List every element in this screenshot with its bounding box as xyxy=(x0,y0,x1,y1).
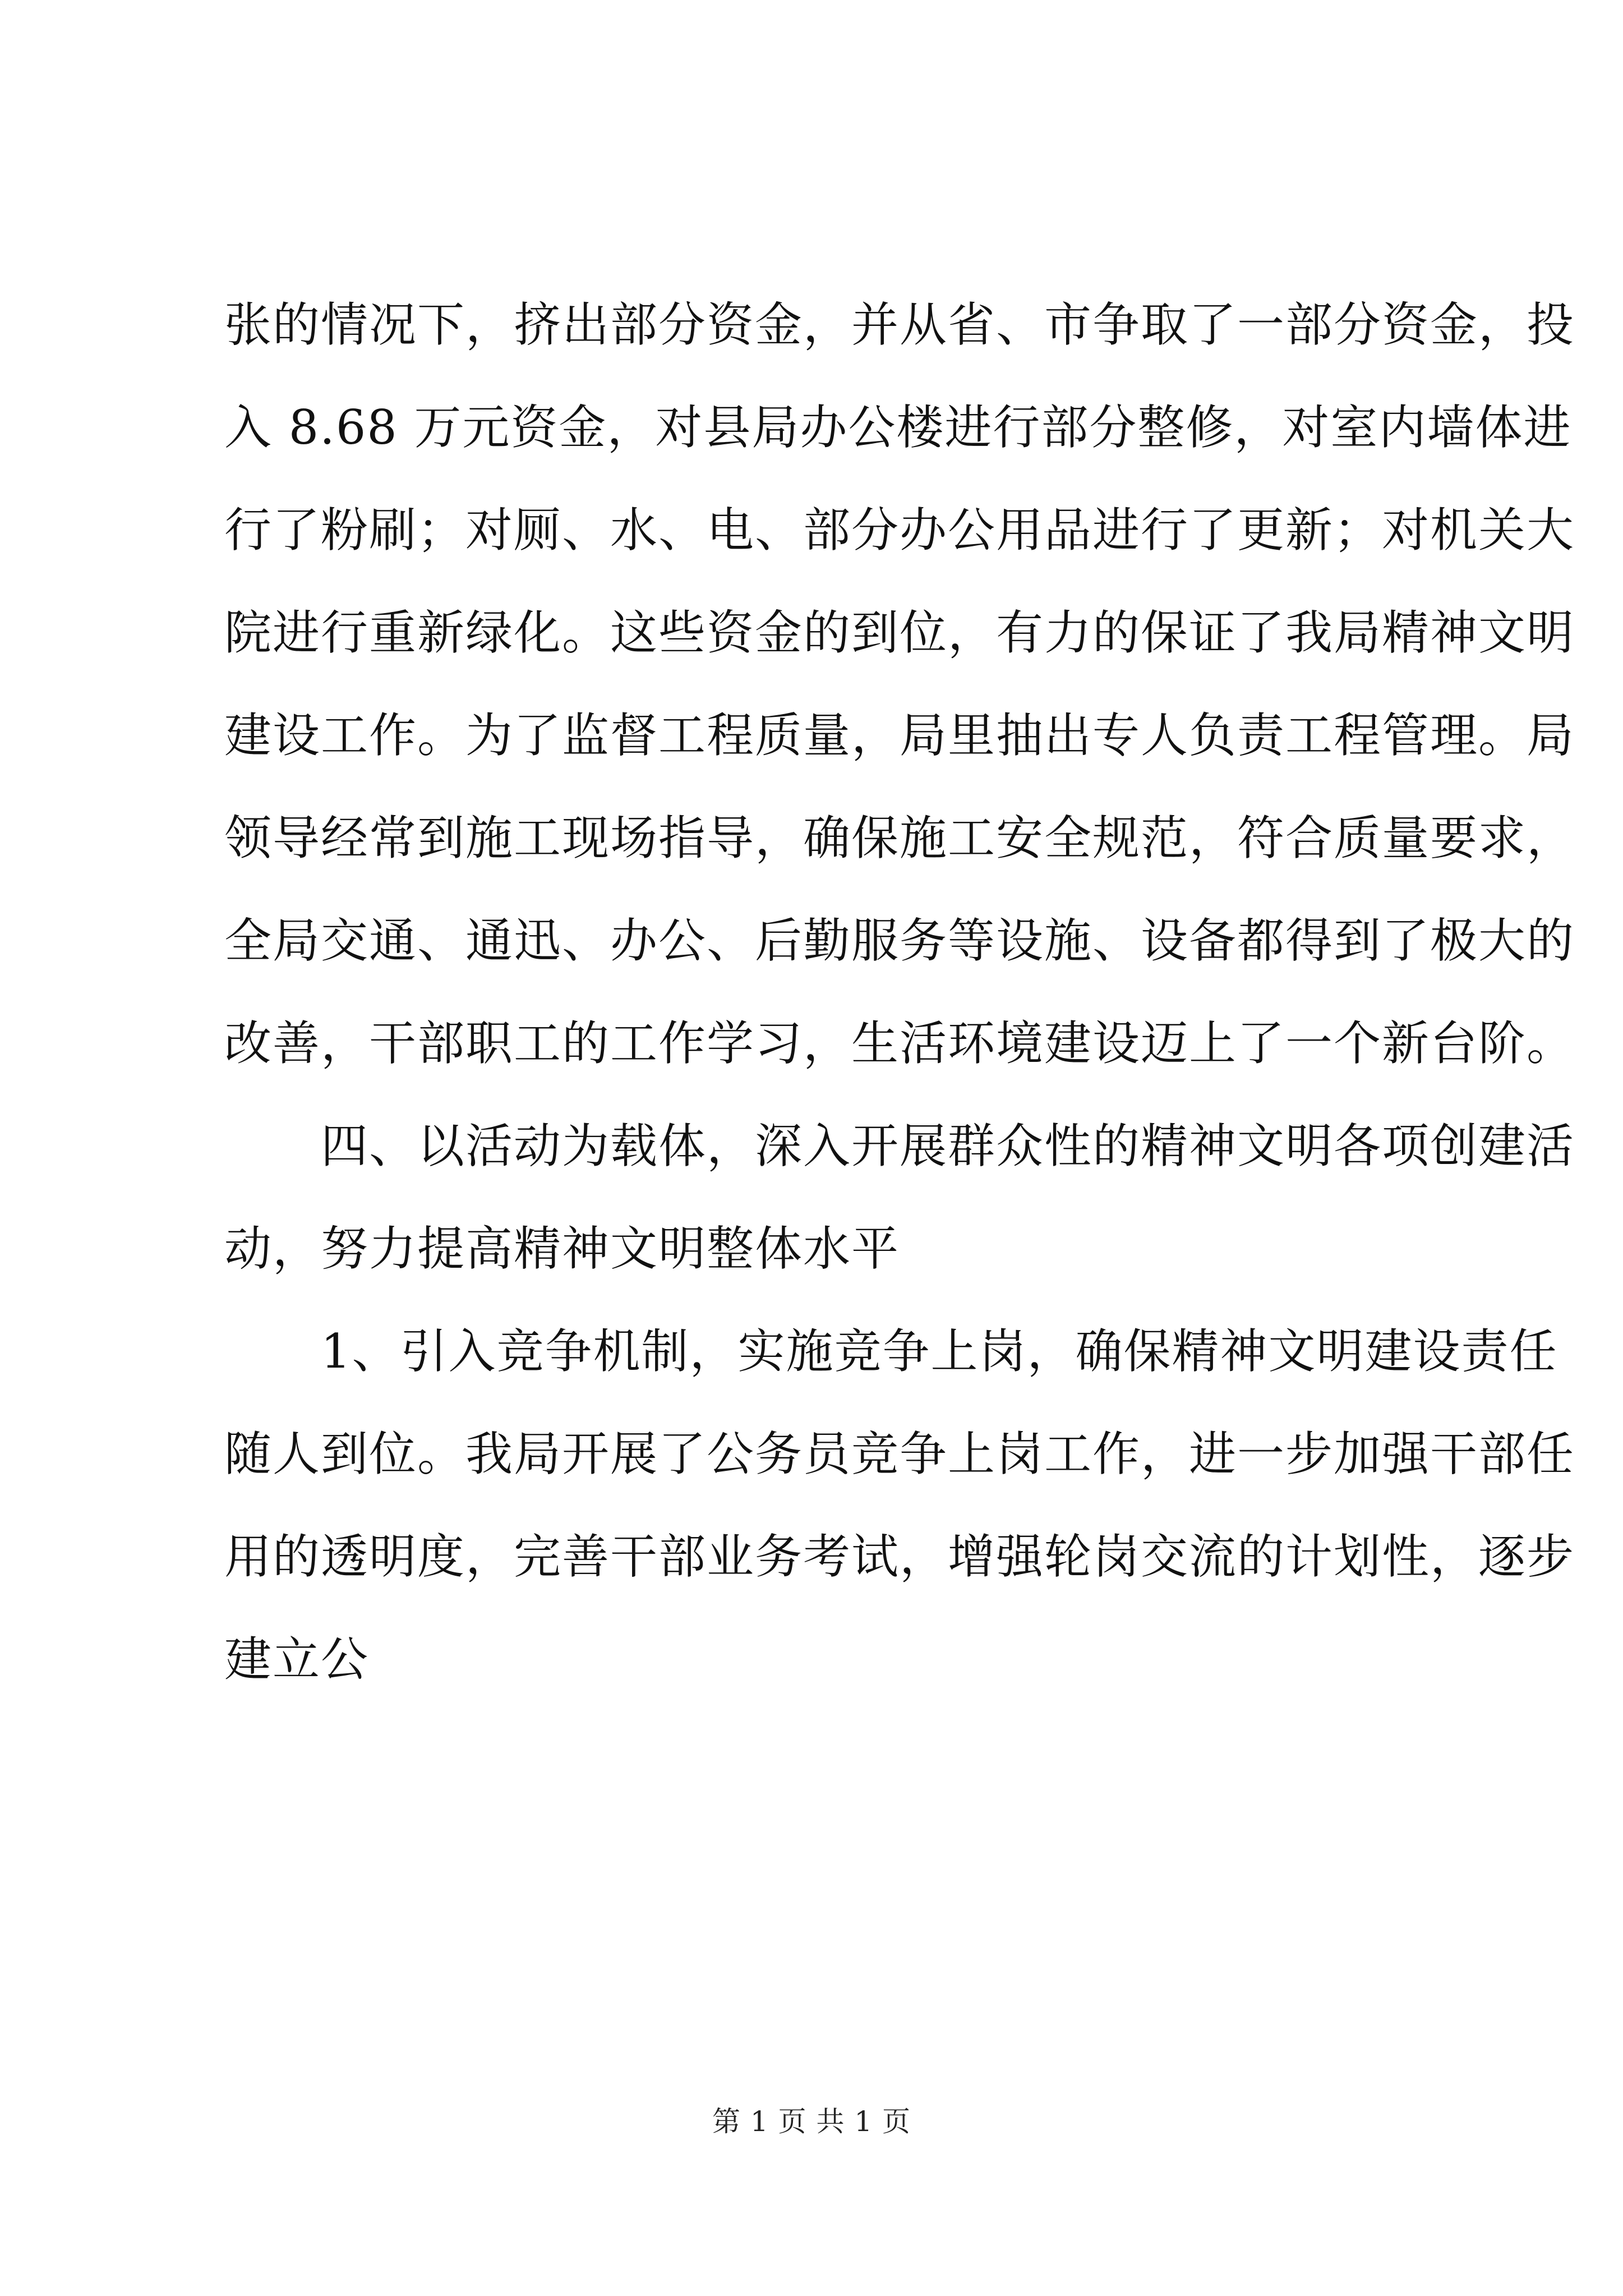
page-number-label: 第 1 页 共 1 页 xyxy=(712,2105,911,2138)
section-heading-line-2: 动，努力提高精神文明整体水平 xyxy=(224,1221,900,1276)
paragraph-1-line-7: 全局交通、通迅、办公、后勤服务等设施、设备都得到了极大的 xyxy=(224,913,1575,968)
paragraph-3-line-1: 1、引入竞争机制，实施竞争上岗，确保精神文明建设责任 xyxy=(321,1324,1558,1379)
body-text xyxy=(224,274,1575,1711)
paragraph-1-line-2: 入 8.68 万元资金，对县局办公楼进行部分整修，对室内墙体进 xyxy=(224,400,1572,455)
paragraph-3-line-2: 随人到位。我局开展了公务员竞争上岗工作，进一步加强干部任 xyxy=(224,1427,1575,1481)
paragraph-3-line-4: 建立公 xyxy=(224,1632,370,1687)
paragraph-1-line-3: 行了粉刷；对厕、水、电、部分办公用品进行了更新；对机关大 xyxy=(224,503,1575,558)
paragraph-3-line-3: 用的透明度，完善干部业务考试，增强轮岗交流的计划性，逐步 xyxy=(224,1529,1575,1584)
paragraph-1-line-5: 建设工作。为了监督工程质量，局里抽出专人负责工程管理。局 xyxy=(224,708,1575,763)
paragraph-1-line-6: 领导经常到施工现场指导，确保施工安全规范，符合质量要求， xyxy=(224,811,1575,866)
paragraph-1-line-4: 院进行重新绿化。这些资金的到位，有力的保证了我局精神文明 xyxy=(224,605,1575,660)
page-footer xyxy=(0,2099,1623,2144)
paragraph-1-line-1: 张的情况下，挤出部分资金，并从省、市争取了一部分资金，投 xyxy=(224,297,1575,352)
paragraph-1-line-8: 改善，干部职工的工作学习，生活环境建设迈上了一个新台阶。 xyxy=(224,1016,1575,1071)
section-heading-line-1: 四、以活动为载体，深入开展群众性的精神文明各项创建活 xyxy=(321,1119,1575,1174)
